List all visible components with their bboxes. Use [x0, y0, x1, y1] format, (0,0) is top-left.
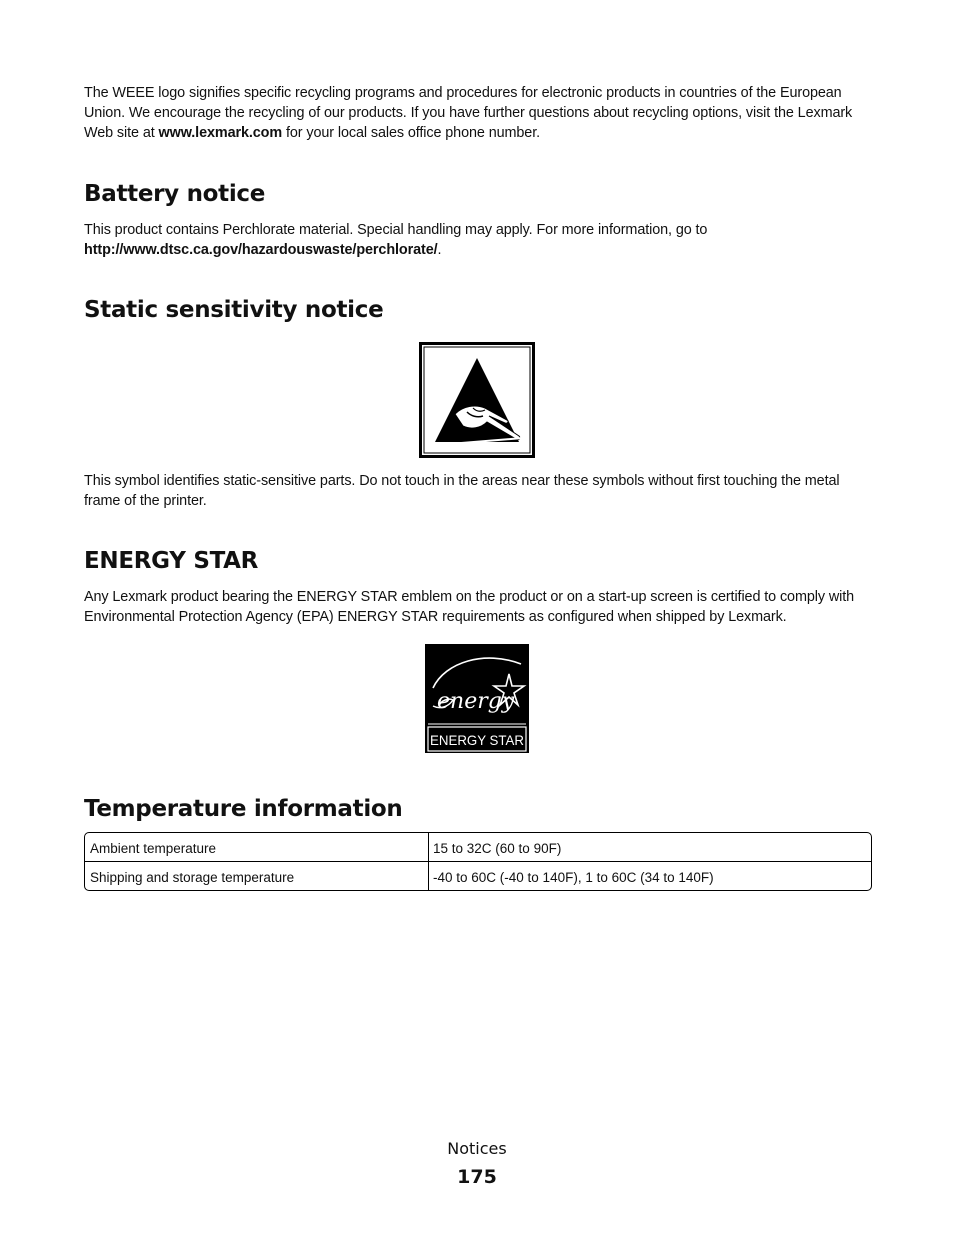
- footer-section-label: Notices: [447, 1139, 507, 1158]
- weee-text: The WEEE logo signifies specific recycling programs and procedures for electronic products in countries of the European Union. We encourage the recycling of our products. If you have further questions about recycling options, visit the Lexmark Web site at: [84, 85, 853, 141]
- table-row: [85, 833, 871, 861]
- temperature-label-cell: Ambient temperature: [85, 833, 429, 861]
- temperature-value-cell: -40 to 60C (-40 to 140F), 1 to 60C (34 to 140F): [433, 870, 714, 885]
- energy-star-label: ENERGY STAR: [430, 732, 524, 748]
- energy-script-text: energy: [437, 689, 515, 714]
- temperature-heading: Temperature information: [84, 796, 403, 822]
- temperature-label-cell: Shipping and storage temperature: [85, 862, 429, 890]
- temperature-value-cell: 15 to 32C (60 to 90F): [433, 841, 562, 856]
- static-sensitivity-heading: Static sensitivity notice: [84, 297, 384, 323]
- energy-star-heading: ENERGY STAR: [84, 548, 259, 574]
- weee-text-end: for your local sales office phone number.: [282, 125, 540, 141]
- static-paragraph: This symbol identifies static-sensitive parts. Do not touch in the areas near these symbols without first touching the metal frame of the printer.: [84, 473, 840, 509]
- static-sensitive-figure: [419, 342, 535, 458]
- static-sensitive-hand-triangle-icon: [419, 342, 535, 458]
- battery-text: This product contains Perchlorate material. Special handling may apply. For more information, go to: [84, 222, 708, 238]
- table-row: [85, 861, 871, 890]
- battery-notice-heading: Battery notice: [84, 181, 266, 207]
- weee-paragraph: [84, 83, 874, 143]
- perchlorate-link[interactable]: http://www.dtsc.ca.gov/hazardouswaste/perchlorate/: [84, 242, 438, 258]
- page-number: 175: [457, 1166, 497, 1188]
- lexmark-web-link[interactable]: www.lexmark.com: [158, 125, 283, 141]
- temperature-table: [84, 832, 872, 891]
- battery-text-end: .: [437, 242, 442, 258]
- energy-star-paragraph: Any Lexmark product bearing the ENERGY STAR emblem on the product or on a start-up screen is certified to comply with Environmental Protection Agency (EPA) ENERGY STAR requirements as configured when shipped by Lexmark.: [84, 589, 855, 625]
- energy-star-logo: [425, 644, 529, 753]
- battery-paragraph: [84, 220, 874, 260]
- energy-star-logo-icon: [425, 644, 529, 753]
